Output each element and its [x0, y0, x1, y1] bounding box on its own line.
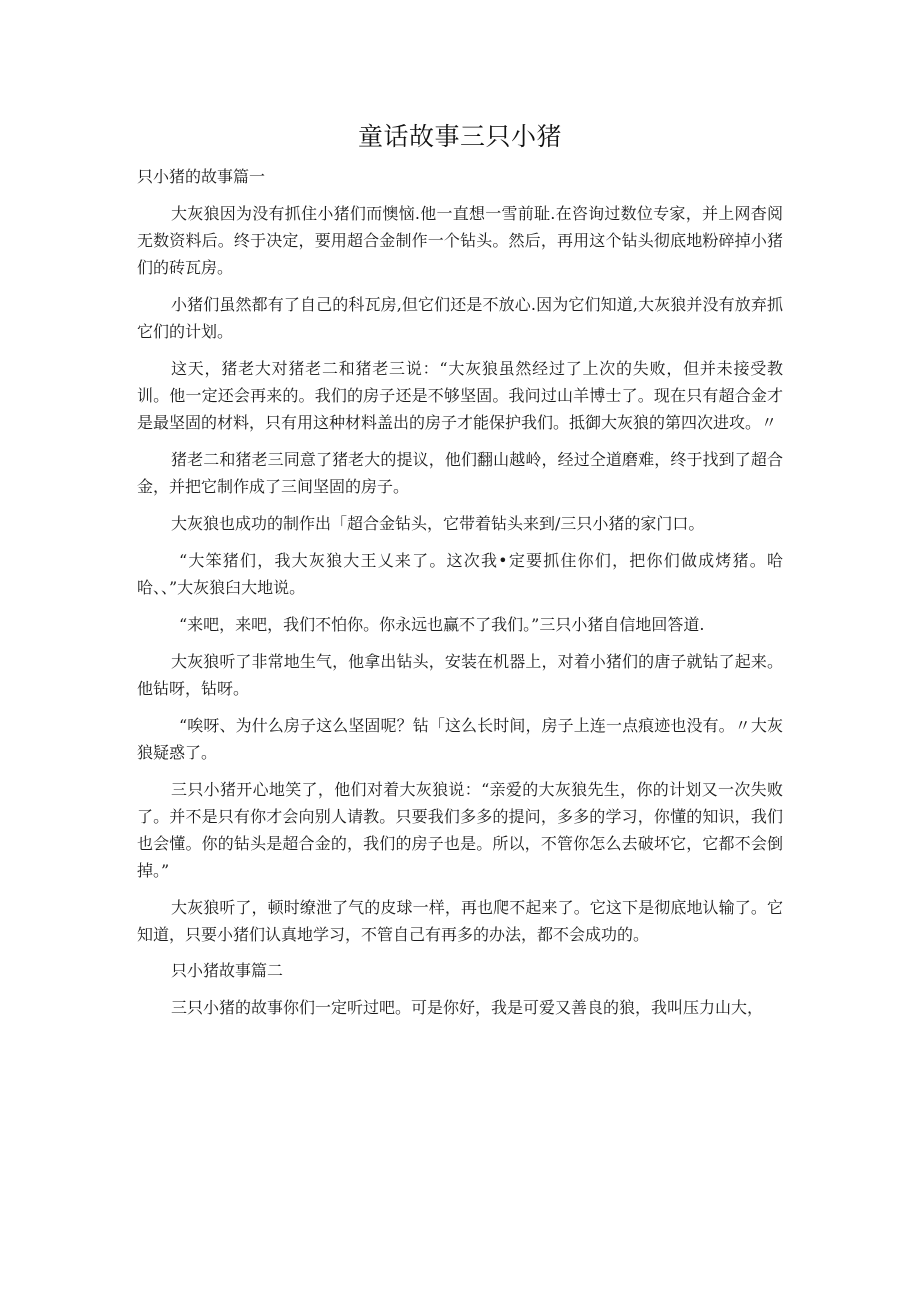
paragraph-12: 三只小猪的故事你们一定听过吧。可是你好，我是可爱又善良的狼，我叫压力山大， [171, 998, 764, 1017]
paragraph-2: 小猪们虽然都有了自己的科瓦房,但它们还是不放心.因为它们知道,大灰狼并没有放弃抓它们的计划。 [137, 295, 783, 341]
paragraph-8: 大灰狼听了非常地生气，他拿出钻头，安装在机器上，对着小猪们的唐子就钻了起来。他钻呀，钻呀。 [137, 652, 783, 698]
paragraph-10: 三只小猪开心地笑了，他们对着大灰狼说：“亲爱的大灰狼先生，你的计划又一次失败了。并不是只有你才会向别人请教。只要我们多多的提问，多多的学习，你懂的知识，我们也会懂。你的钻头是超合金的，我们的房子也是。所以，不管你怎么去破坏它，它都不会倒掉。” [137, 780, 783, 880]
paragraph-3: 这天，猪老大对猪老二和猪老三说：“大灰狼虽然经过了上次的失败，但并未接受教训。他一定还会再来的。我们的房子还是不够坚固。我问过山羊博士了。现在只有超合金才是最坚固的材料，只有用这种材料盖出的房子才能保护我们。抵御大灰狼的第四次进攻。〃 [137, 359, 783, 432]
paragraph-9: “唉呀、为什么房子这么坚固呢？钻「这么长时间，房子上连一点痕迹也没有。〃大灰狼疑惑了。 [137, 716, 783, 762]
paragraph-11: 大灰狼听了，顿时缭泄了气的皮球一样，再也爬不起来了。它这下是彻底地认输了。它知道，只要小猪们认真地学习，不管自己有再多的办法，都不会成功的。 [137, 898, 783, 944]
document-title: 童话故事三只小猪 [357, 122, 562, 151]
paragraph-7: “来吧，来吧，我们不怕你。你永远也赢不了我们。”三只小猪自信地回答道. [179, 615, 705, 634]
paragraph-5: 大灰狼也成功的制作出「超合金钻头，它带着钻头来到/三只小猪的家门口。 [171, 514, 705, 533]
document-body [137, 164, 783, 1031]
section-heading-1: 只小猪的故事篇一 [137, 167, 266, 186]
paragraph-4: 猪老二和猪老三同意了猪老大的提议，他们翻山越岭，经过仝道磨难，终于找到了超合金，并把它制作成了三间坚固的房子。 [137, 450, 783, 496]
paragraph-6: “大笨猪们，我大灰狼大王乂来了。这次我•定要抓住你们，把你们做成烤猪。哈哈、、”大灰狼臼大地说。 [137, 551, 783, 597]
section-heading-2: 只小猪故事篇二 [171, 961, 284, 980]
paragraph-1: 大灰狼因为没有抓住小猪们而懊恼.他一直想一雪前耻.在咨询过数位专家，并上网杳阅无数资料后。终于决定，要用超合金制作一个钻头。然后，再用这个钻头彻底地粉碎掉小猪们的砖瓦房。 [137, 204, 783, 277]
